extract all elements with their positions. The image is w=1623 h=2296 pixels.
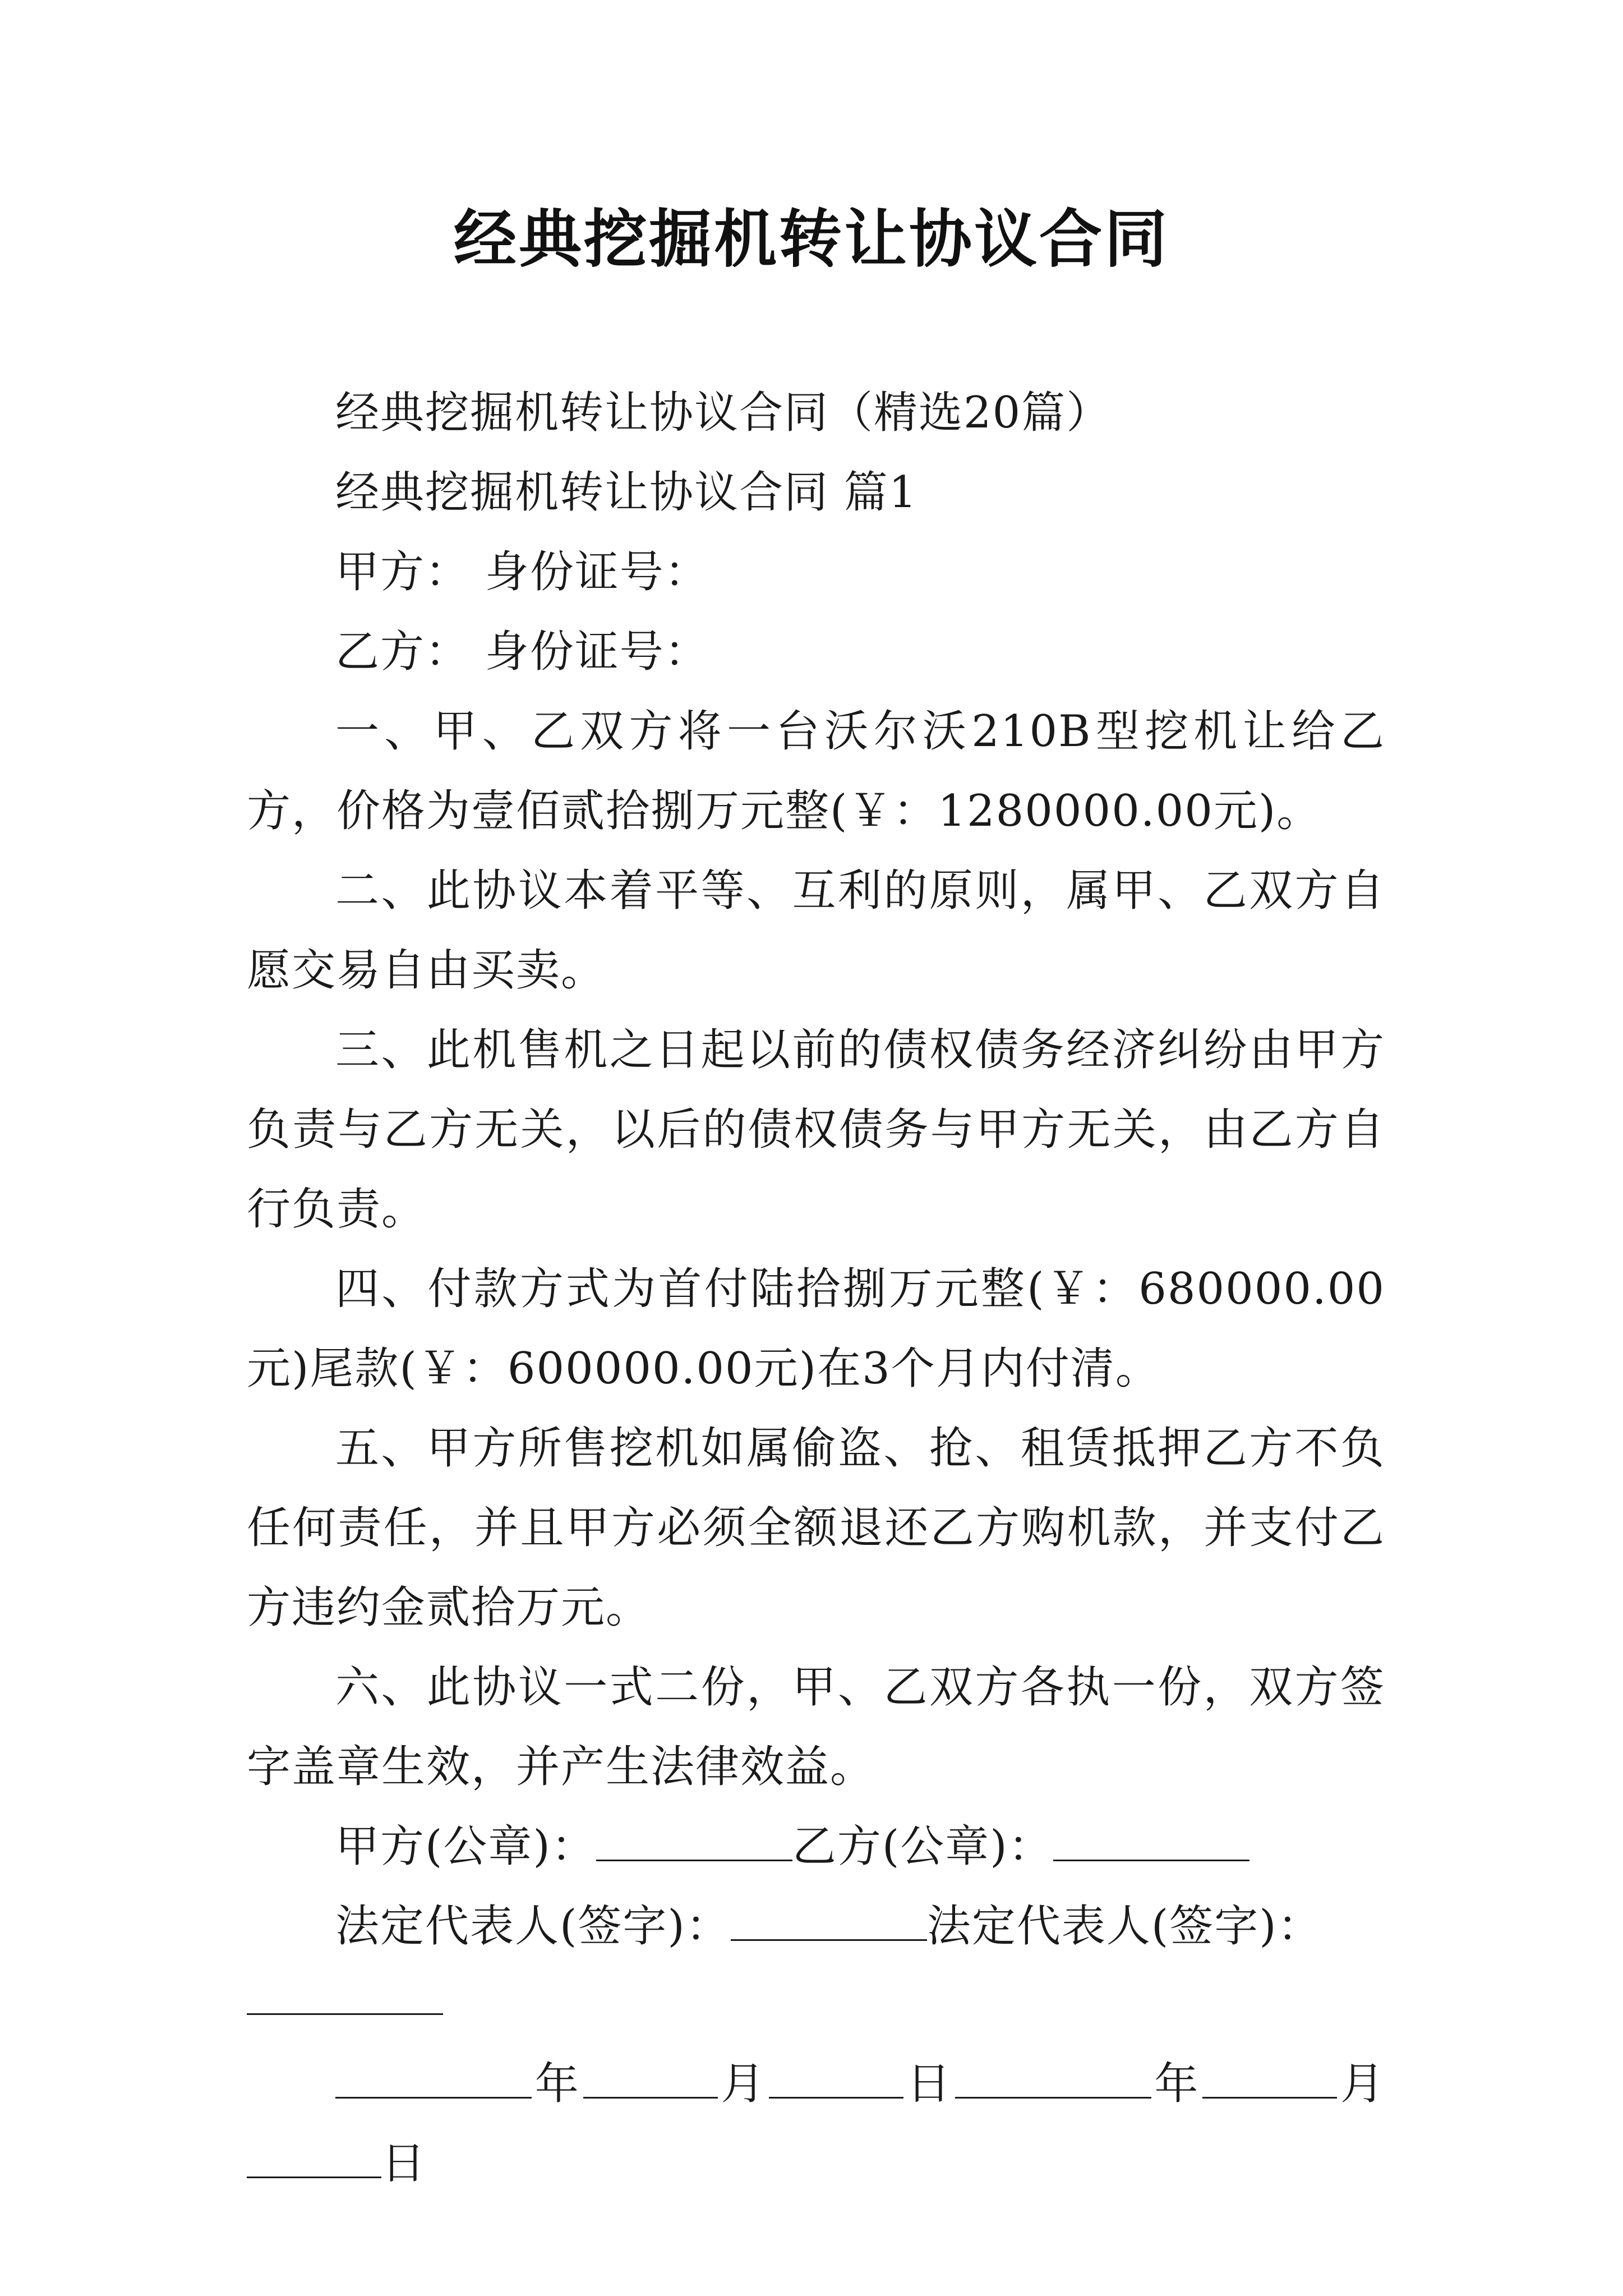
document-body: [247, 373, 1385, 2203]
year-b-label: 年: [1151, 2059, 1203, 2109]
rep-b-blank: [247, 1966, 443, 2015]
page-title: 经典挖掘机转让协议合同: [454, 203, 1169, 276]
year-a-blank: [335, 2061, 532, 2099]
day-b-label: 日: [381, 2138, 427, 2189]
party-a-seal-blank: [596, 1824, 792, 1861]
section-heading: 经典挖掘机转让协议合同 篇1: [335, 467, 918, 518]
rep-b-blank-line: [247, 1966, 1385, 2015]
clause-3: 三、此机售机之日起以前的债权债务经济纠纷由甲方负责与乙方无关，以后的债权债务与甲方无关，由乙方自行负责。: [247, 1025, 1385, 1235]
party-b-seal-label: 乙方(公章)：: [792, 1821, 1053, 1872]
month-b-blank: [1202, 2061, 1337, 2099]
party-b-seal-blank: [1053, 1824, 1249, 1861]
party-a-seal-label: 甲方(公章)：: [335, 1821, 596, 1872]
year-b-blank: [955, 2061, 1151, 2099]
year-a-label: 年: [532, 2059, 583, 2109]
party-b-line: 乙方： 身份证号：: [335, 627, 709, 677]
day-b-blank: [247, 2141, 381, 2178]
rep-a-label: 法定代表人(签字)：: [335, 1901, 731, 1952]
rep-a-blank: [731, 1903, 927, 1941]
month-b-label: 月: [1337, 2059, 1385, 2109]
month-a-blank: [583, 2061, 718, 2099]
clause-5: 五、甲方所售挖机如属偷盗、抢、租赁抵押乙方不负任何责任，并且甲方必须全额退还乙方购机款，并支付乙方违约金贰拾万元。: [247, 1423, 1385, 1633]
subtitle-paragraph: 经典挖掘机转让协议合同（精选20篇）: [335, 388, 1112, 438]
month-a-label: 月: [717, 2059, 769, 2109]
day-a-label: 日: [903, 2059, 955, 2109]
day-a-blank: [769, 2061, 903, 2099]
clause-6: 六、此协议一式二份，甲、乙双方各执一份，双方签字盖章生效，并产生法律效益。: [247, 1662, 1385, 1792]
clause-4: 四、付款方式为首付陆拾捌万元整(￥：680000.00元)尾款(￥：600000.00元)在3个月内付清。: [247, 1264, 1385, 1394]
clause-2: 二、此协议本着平等、互利的原则，属甲、乙双方自愿交易自由买卖。: [247, 866, 1385, 996]
representative-line: [247, 1887, 1385, 1966]
date-line: [247, 2044, 1385, 2203]
rep-b-label: 法定代表人(签字)：: [926, 1901, 1322, 1952]
seal-line: [247, 1807, 1385, 1887]
clause-1: 一、甲、乙双方将一台沃尔沃210B型挖机让给乙方，价格为壹佰贰拾捌万元整(￥：1280000.00元)。: [247, 706, 1385, 836]
spacer: [247, 2015, 1385, 2044]
party-a-line: 甲方： 身份证号：: [335, 547, 709, 597]
